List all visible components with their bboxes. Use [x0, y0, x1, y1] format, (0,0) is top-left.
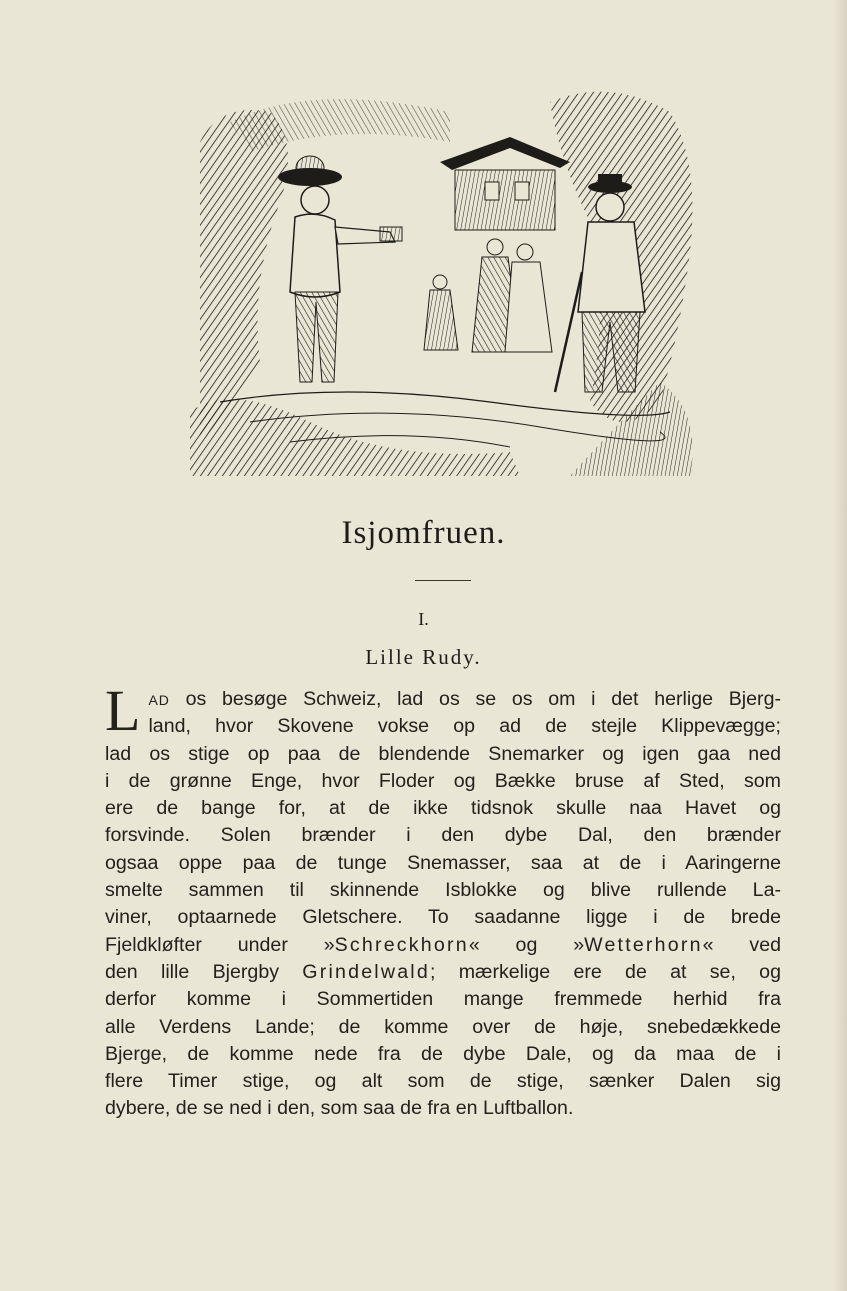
text-line-14: Bjerge, de komme nede fra de dybe Dale, og da maa de i [105, 1042, 781, 1065]
text-line-7: ogsaa oppe paa de tunge Snemasser, saa at de i Aaringerne [105, 851, 781, 874]
body-paragraph [105, 678, 782, 1123]
text-line-1: os besøge Schweiz, lad os se os om i det herlige Bjerg- [169, 688, 781, 710]
text-line-4: i de grønne Enge, hvor Floder og Bække bruse af Sted, som [105, 769, 781, 792]
emphasized-name-schreckhorn: Schreckhorn [334, 933, 469, 956]
drop-cap: L [105, 678, 141, 743]
text-line-5: ere de bange for, at de ikke tidsnok skulle naa Havet og [105, 797, 781, 820]
text-line-15: flere Timer stige, og alt som de stige, sænker Dalen sig [105, 1070, 781, 1093]
chapter-number: I. [418, 609, 429, 629]
page-title: Isjomfruen. [341, 515, 506, 551]
text-fragment: ; mærkelige ere de at se, og [429, 960, 781, 983]
text-line-3: lad os stige op paa de blendende Snemarker og igen gaa ned [105, 742, 781, 765]
first-word-smallcaps: ad [148, 688, 170, 710]
text-line-16: dybere, de se ned i den, som saa de fra en Luftballon. [105, 1097, 574, 1120]
text-fragment: « ved [702, 933, 782, 956]
text-fragment: « og » [468, 933, 585, 956]
text-fragment: Fjeldkløfter under » [105, 933, 335, 956]
text-line-2: land, hvor Skovene vokse op ad de stejle Klippevægge; [148, 715, 781, 738]
text-fragment: den lille Bjergby [105, 960, 303, 983]
text-line-9: viner, optaarnede Gletschere. To saadanne ligge i de brede [105, 906, 781, 929]
text-line [105, 686, 781, 713]
text-line-12: derfor komme i Sommertiden mange fremmede herhid fra [105, 988, 781, 1011]
emphasized-name-grindelwald: Grindelwald [302, 960, 430, 983]
chapter-title: Lille Rudy. [365, 645, 482, 669]
emphasized-name-wetterhorn: Wetterhorn [584, 933, 703, 956]
text-line-6: forsvinde. Solen brænder i den dybe Dal, den brænder [105, 824, 781, 847]
text-line-13: alle Verdens Lande; de komme over de høje, snebedækkede [105, 1015, 781, 1038]
vignette-engraving [190, 82, 702, 476]
text-line-10 [105, 932, 781, 959]
text-line-8: smelte sammen til skinnende Isblokke og blive rullende La- [105, 879, 781, 902]
text-line-11 [105, 959, 781, 986]
title-divider [415, 580, 471, 581]
